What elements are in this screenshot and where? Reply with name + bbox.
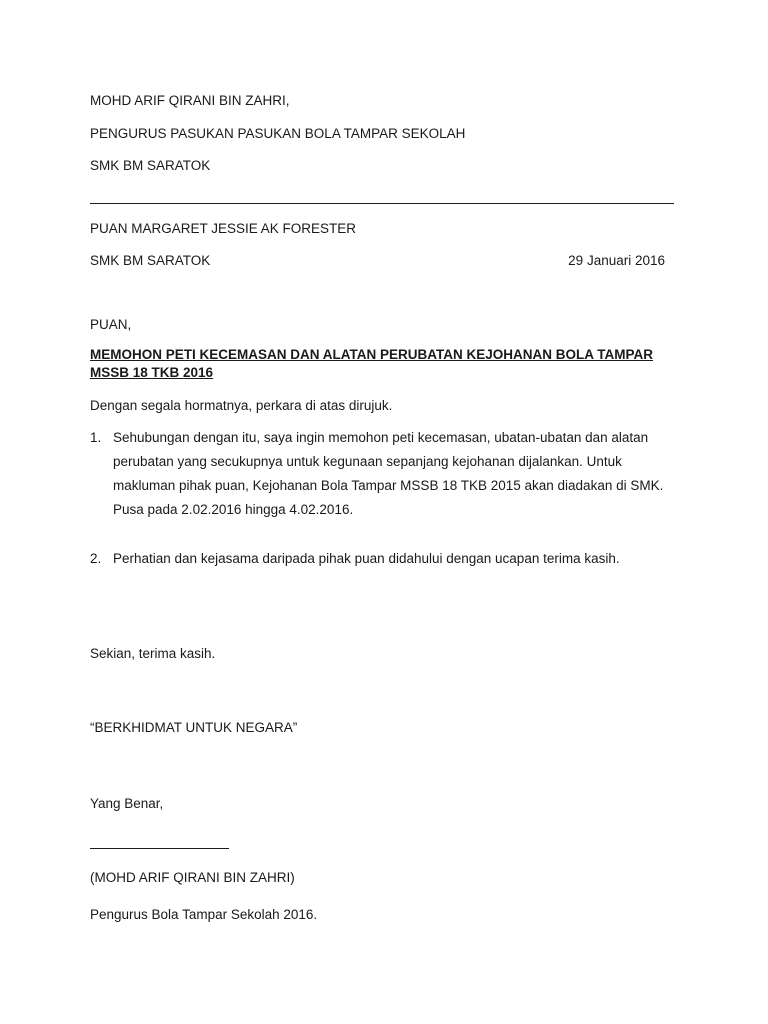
paragraph-text: Perhatian dan kejasama daripada pihak puan didahului dengan ucapan terima kasih. [113,551,620,566]
letter-subject: MEMOHON PETI KECEMASAN DAN ALATAN PERUBATAN KEJOHANAN BOLA TAMPAR MSSB 18 TKB 2016 [90,347,653,380]
closing-line: Sekian, terima kasih. [90,646,216,661]
signatory-title: Pengurus Bola Tampar Sekolah 2016. [90,907,318,922]
opening-line: Dengan segala hormatnya, perkara di atas dirujuk. [90,398,393,413]
salutation: PUAN, [90,317,132,332]
sender-name: MOHD ARIF QIRANI BIN ZAHRI, [90,93,290,108]
signoff: Yang Benar, [90,796,164,811]
sender-position: PENGURUS PASUKAN PASUKAN BOLA TAMPAR SEKOLAH [90,126,466,141]
signatory-name: (MOHD ARIF QIRANI BIN ZAHRI) [90,870,295,885]
paragraph-number: 2. [90,551,102,566]
paragraph-text: Sehubungan dengan itu, saya ingin memohon peti kecemasan, ubatan-ubatan dan alatan perubatan yang secukupnya untuk kegunaan sepanjang kejohanan dijalankan. Untuk makluman pihak puan, Kejohanan Bola Tampar MSSB 18 TKB 2015 akan diadakan di SMK. Pusa pada 2.02.2016 hingga 4.02.2016. [113,430,664,517]
motto: “BERKHIDMAT UNTUK NEGARA” [90,720,298,735]
header-divider [90,203,674,204]
recipient-school: SMK BM SARATOK [90,253,211,268]
letter-date: 29 Januari 2016 [568,253,665,268]
paragraph-number: 1. [90,430,102,445]
recipient-name: PUAN MARGARET JESSIE AK FORESTER [90,221,357,236]
signature-line [90,848,229,849]
sender-school: SMK BM SARATOK [90,158,211,173]
